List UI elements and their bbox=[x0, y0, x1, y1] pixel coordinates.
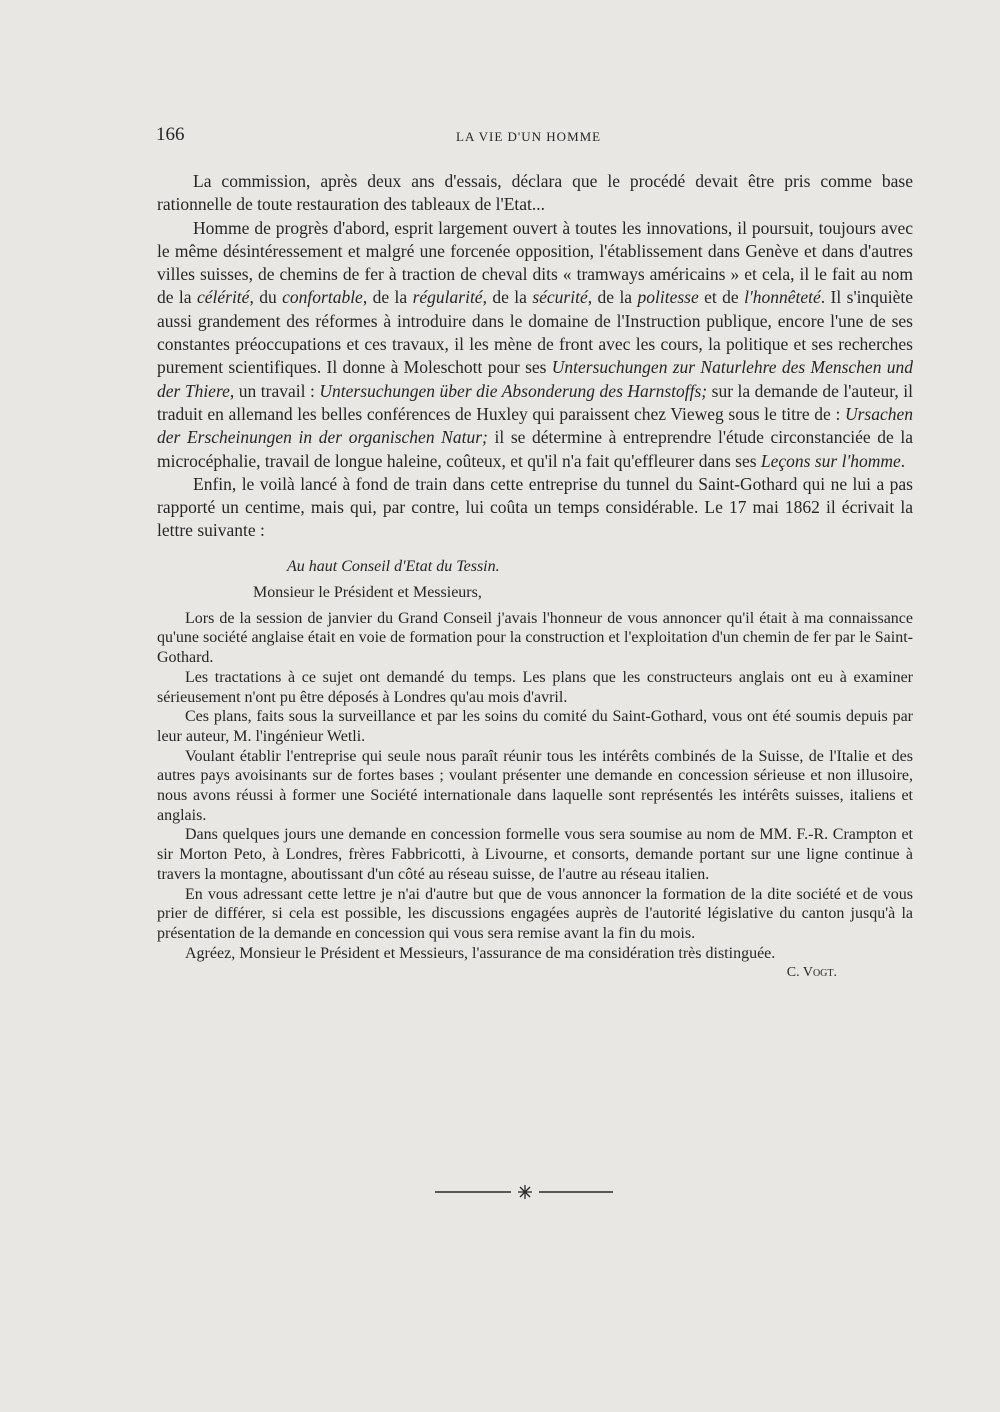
end-ornament bbox=[435, 1182, 615, 1202]
body-text bbox=[157, 170, 913, 983]
page-number: 166 bbox=[156, 124, 185, 145]
letter-paragraph: Ces plans, faits sous la surveillance et par les soins du comité du Saint-Gothard, vous ont été soumis depuis par leur auteur, M. l'ingénieur Wetli. bbox=[157, 708, 913, 745]
page-header bbox=[156, 124, 916, 150]
letter-closing: Agréez, Monsieur le Président et Messieurs, l'assurance de ma considération très distinguée. bbox=[185, 944, 776, 962]
letter-paragraph: Dans quelques jours une demande en concession formelle vous sera soumise au nom de MM. F.-R. Crampton et sir Morton Peto, à Londres, frères Fabbricotti, à Livourne, et consorts, demande portant sur une ligne continue à travers la montagne, aboutissant d'un côté au réseau suisse, de l'autre au réseau italien. bbox=[157, 826, 913, 883]
letter-paragraph: Voulant établir l'entreprise qui seule nous paraît réunir tous les intérêts combinés de la Suisse, de l'Italie et des autres pays avoisinants sur de fortes bases ; voulant présenter une demande en concession sérieuse et non illusoire, nous avons réussi à former une Société internationale dans laquelle sont représentés les intérêts suisses, italiens et anglais. bbox=[157, 747, 913, 824]
paragraph-progress: Homme de progrès d'abord, esprit largement ouvert à toutes les innovations, il poursuit, toujours avec le même désintéressement et malgré une forcenée opposition, l'établissement dans Genève et dans d'autres villes suisses, de chemins de fer à traction de cheval dits « tramways américains » et cela, il le fait au nom de la célérité, du confortable, de la régularité, de la sécurité, de la politesse et de l'honnêteté. Il s'inquiète aussi grandement des réformes à introduire dans le domaine de l'Instruction publique, encore l'une de ses constantes préoccupations et ces travaux, il les mène de front avec les cours, la politique et ses recherches purement scientifiques. Il donne à Moleschott pour ses Untersuchungen zur Naturlehre des Menschen und der Thiere, un travail : Untersuchungen über die Absonderung des Harnstoffs; sur la demande de l'auteur, il traduit en allemand les belles conférences de Huxley qui paraissent chez Vieweg sous le titre de : Ursachen der Erscheinungen in der organischen Natur; il se détermine à entreprendre l'étude circonstanciée de la microcéphalie, travail de longue haleine, coûteux, et qu'il n'a fait qu'effleurer dans ses Leçons sur l'homme. bbox=[157, 217, 914, 471]
letter-address: Au haut Conseil d'Etat du Tessin. bbox=[287, 557, 500, 575]
letter-paragraph: Les tractations à ce sujet ont demandé du temps. Les plans que les constructeurs anglais ont eu à examiner sérieusement n'ont pu être déposés à Londres qu'au mois d'avril. bbox=[157, 668, 913, 706]
running-title: LA VIE D'UN HOMME bbox=[456, 129, 602, 144]
asterism-divider-icon bbox=[435, 1182, 615, 1202]
letter-greeting: Monsieur le Président et Messieurs, bbox=[253, 583, 482, 601]
paragraph-commission: La commission, après deux ans d'essais, déclara que le procédé devait être pris comme base rationnelle de toute restauration des tableaux de l'Etat... bbox=[157, 171, 913, 215]
paragraph-gothard: Enfin, le voilà lancé à fond de train dans cette entreprise du tunnel du Saint-Gothard qui ne lui a pas rapporté un centime, mais qui, par contre, lui coûta un temps considérable. Le 17 mai 1862 il écrivait la lettre suivante : bbox=[157, 473, 913, 541]
letter-paragraph: Lors de la session de janvier du Grand Conseil j'avais l'honneur de vous annoncer qu'il était à ma connaissance qu'une société anglaise était en voie de formation pour la construction et l'exploitation d'un chemin de fer par le Saint-Gothard. bbox=[157, 609, 913, 667]
letter-paragraph: En vous adressant cette lettre je n'ai d'autre but que de vous annoncer la formation de la dite société et de vous prier de différer, si cela est possible, les discussions engagées auprès de l'autorité législative du canton jusqu'à la présentation de la demande en concession qui vous sera remise avant la fin du mois. bbox=[157, 885, 913, 942]
letter-signature: C. Vogt. bbox=[786, 965, 837, 981]
